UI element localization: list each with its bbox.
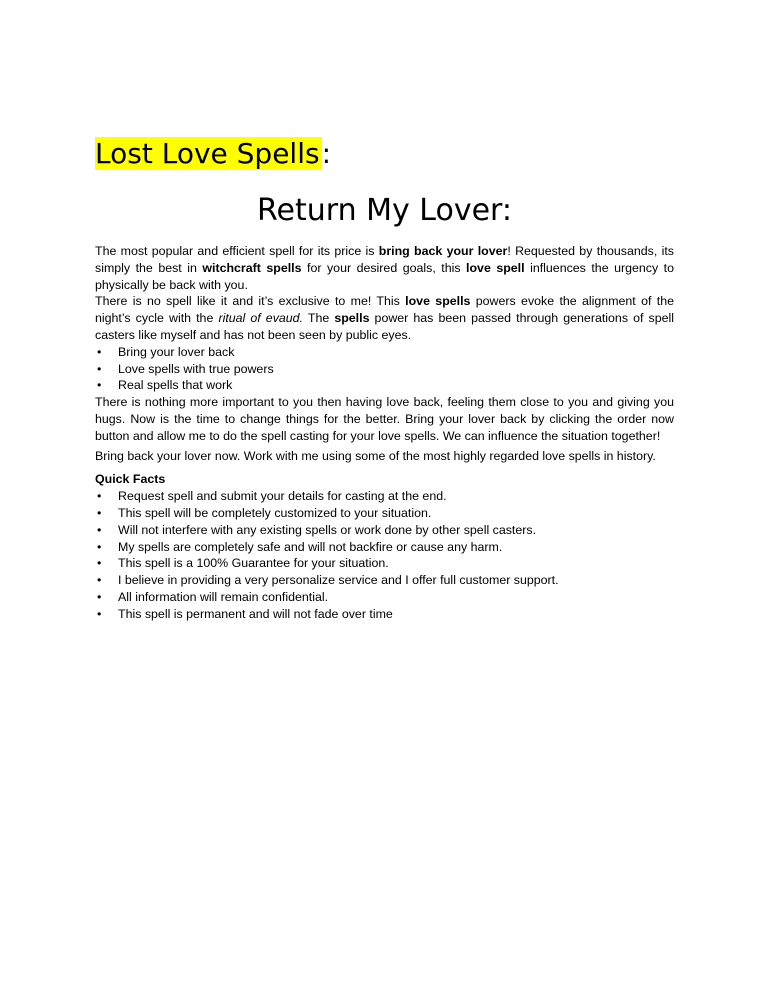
- text-run: powers evoke the alignment of the night’s cycle with the: [95, 294, 674, 326]
- bullet-icon: •: [97, 361, 102, 376]
- bullet-icon: •: [97, 489, 102, 504]
- list-item-text: I believe in providing a very personalize service and I offer full customer support.: [118, 573, 559, 588]
- bullet-icon: •: [97, 606, 102, 621]
- quick-facts-list: [95, 488, 674, 622]
- text-run: There is no spell like it and it’s exclusive to me! This: [95, 294, 406, 309]
- list-item: [95, 606, 674, 623]
- page-subtitle: Return My Lover:: [257, 193, 512, 228]
- bullet-icon: •: [97, 522, 102, 537]
- list-item: [95, 589, 674, 606]
- bullet-icon: •: [97, 378, 102, 393]
- list-item: [95, 488, 674, 505]
- list-item-text: Bring your lover back: [118, 344, 235, 359]
- list-item: [95, 572, 674, 589]
- list-item-text: All information will remain confidential.: [118, 589, 329, 604]
- list-item-text: Will not interfere with any existing spells or work done by other spell casters.: [118, 522, 537, 537]
- list-item: [95, 344, 674, 361]
- list-item-text: Real spells that work: [118, 378, 233, 393]
- list-item-text: This spell is a 100% Guarantee for your situation.: [118, 556, 389, 571]
- bold-phrase-bring-back: bring back your lover: [378, 244, 508, 258]
- text-run: The: [303, 311, 335, 326]
- page-title: [95, 134, 331, 174]
- list-item: [95, 361, 674, 378]
- feature-list: [95, 344, 674, 394]
- intro-paragraph-1: [95, 243, 674, 293]
- list-item: [95, 377, 674, 394]
- text-run: for your desired goals, this: [301, 260, 467, 275]
- list-item-text: This spell is permanent and will not fade over time: [118, 606, 393, 621]
- text-run: The most popular and efficient spell for its price is: [95, 244, 379, 258]
- text-run: ! Requested by thousands, its simply the best in: [95, 244, 674, 275]
- list-item-text: This spell will be completely customized to your situation.: [118, 505, 432, 520]
- bold-phrase-witchcraft: witchcraft spells: [202, 260, 302, 275]
- italic-phrase-ritual: ritual of evaud.: [218, 311, 304, 326]
- title-colon: :: [321, 137, 331, 170]
- bullet-icon: •: [97, 539, 102, 554]
- bullet-icon: •: [97, 505, 102, 520]
- list-item: [95, 555, 674, 572]
- bullet-icon: •: [97, 589, 102, 604]
- bold-phrase-love-spells: love spells: [405, 294, 471, 309]
- text-run: power has been passed through generations of spell casters like myself and has not been seen by public eyes.: [95, 311, 675, 342]
- body-paragraph-4: Bring back your lover now. Work with me using some of the most highly regarded love spells in history.: [95, 448, 656, 463]
- list-item-text: Request spell and submit your details for casting at the end.: [118, 489, 447, 504]
- list-item: [95, 522, 674, 539]
- list-item: [95, 539, 674, 556]
- body-paragraph-3: There is nothing more important to you then having love back, feeling them close to you and giving you hugs. Now is the time to change things for the better. Bring your lover back by clicking the order now button and allow me to do the spell casting for your love spells. We can influence the situation together!: [95, 395, 674, 443]
- bullet-icon: •: [97, 573, 102, 588]
- list-item-text: My spells are completely safe and will not backfire or cause any harm.: [118, 539, 503, 554]
- document-body: [95, 243, 674, 623]
- list-item-text: Love spells with true powers: [118, 361, 274, 376]
- title-highlight: Lost Love Spells: [95, 137, 320, 170]
- bullet-icon: •: [97, 556, 102, 571]
- text-run: influences the urgency to physically be back with you.: [95, 260, 674, 292]
- bullet-icon: •: [97, 344, 102, 359]
- list-item: [95, 505, 674, 522]
- intro-paragraph-2: [95, 293, 674, 343]
- quick-facts-heading: Quick Facts: [95, 472, 166, 487]
- bold-phrase-love-spell: love spell: [466, 260, 525, 275]
- bold-phrase-spells: spells: [334, 311, 370, 326]
